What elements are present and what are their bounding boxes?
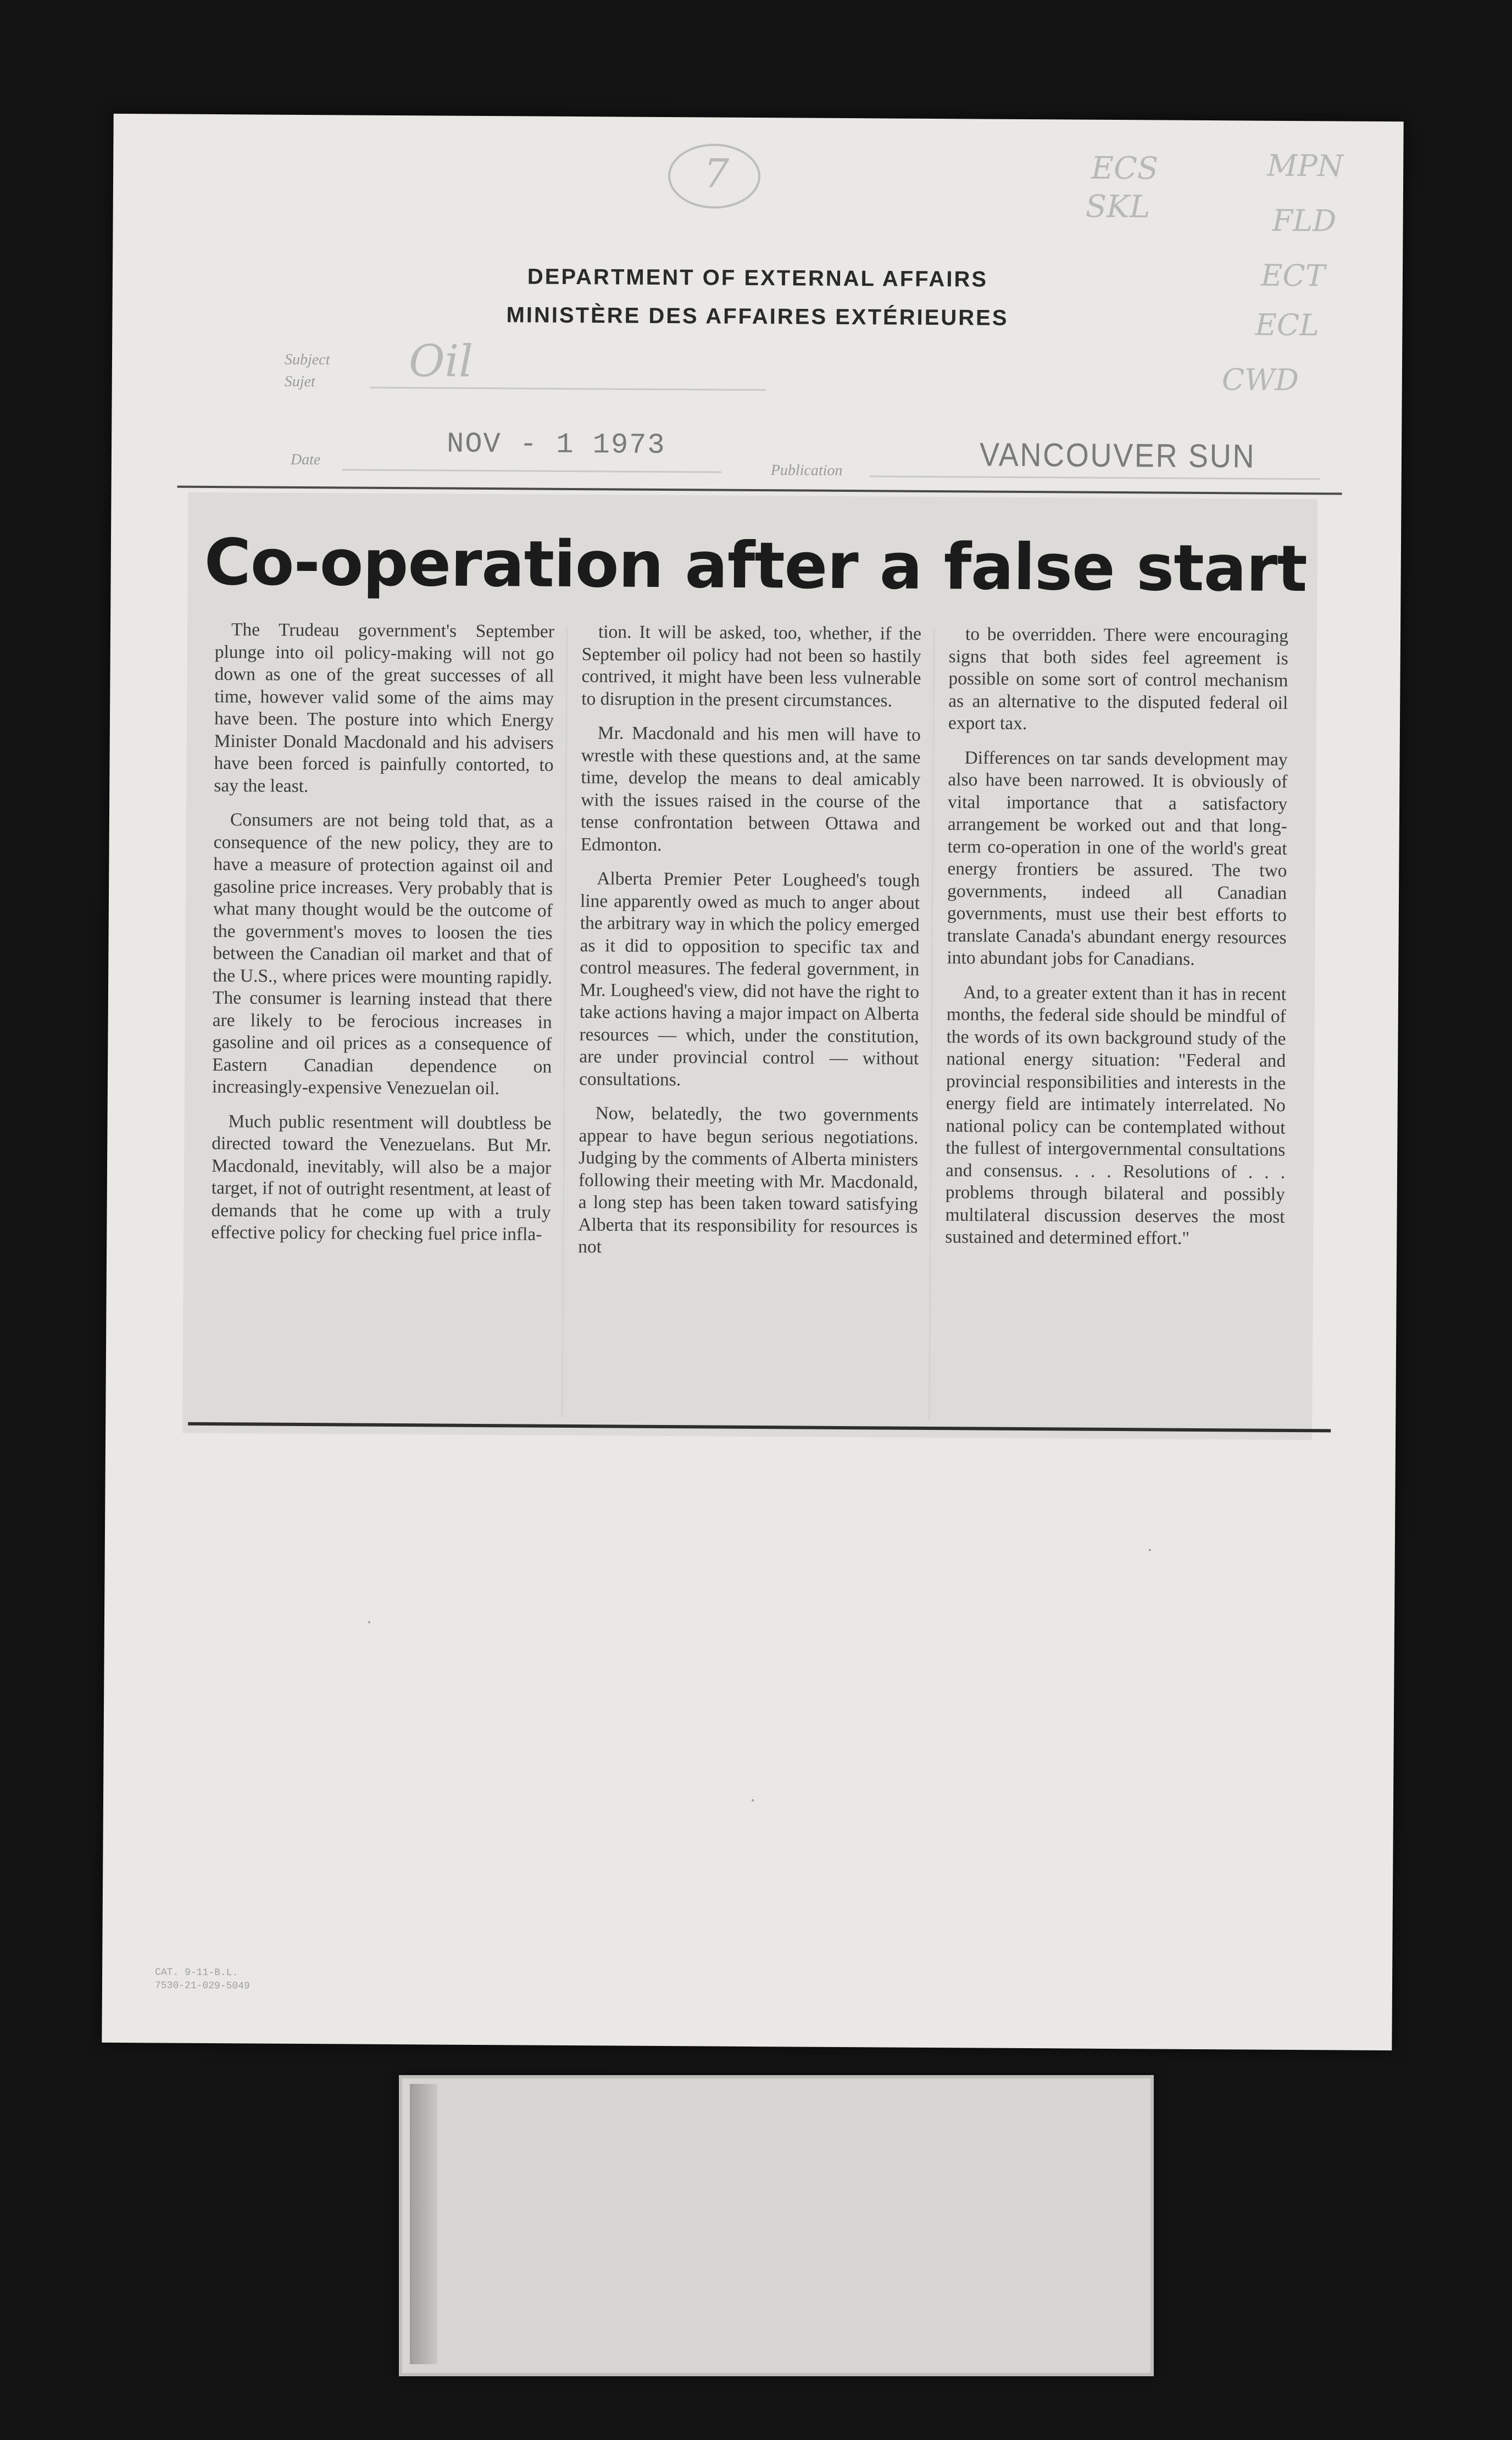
department-name-fr: MINISTÈRE DES AFFAIRES EXTÉRIEURES (506, 303, 1009, 330)
article-column-3 (945, 623, 1288, 1262)
department-name-en: DEPARTMENT OF EXTERNAL AFFAIRS (527, 264, 988, 292)
paragraph: to be overridden. There were encouraging signs that both sides feel agreement is possible on some sort of control mechanism as an alternative to the disputed federal oil export tax. (948, 624, 1289, 734)
routing-initial: ECT (1260, 258, 1325, 293)
article-column-2 (578, 621, 921, 1272)
subject-label-fr: Sujet (284, 373, 315, 391)
article-headline: Co-operation after a false start (204, 525, 1308, 607)
subject-label-en: Subject (284, 351, 330, 369)
paragraph: Consumers are not being told that, as a consequence of the new policy, they are to have a measure of protection against oil and gasoline price increases. Very probably that is what many thought would be the outcome of the government's moves to loosen the ties between the Canadian oil market and that of the U.S., where prices were mounting rapidly. The consumer is learning instead that there are likely to be ferocious increases in gasoline and oil prices as a consequence of Eastern Canadian dependence on increasingly-expensive Venezuelan oil. (212, 809, 554, 1099)
routing-initial: CWD (1221, 362, 1299, 398)
catalogue-line: CAT. 9-11-B.L. (155, 1967, 238, 1979)
routing-initial: ECS (1091, 150, 1159, 187)
index-card-edge (410, 2084, 437, 2364)
article-column-1 (211, 619, 554, 1258)
date-line (342, 469, 721, 473)
catalogue-number (155, 1966, 250, 1993)
index-card (399, 2075, 1154, 2376)
routing-initial: FLD (1272, 203, 1337, 239)
publication-stamp: VANCOUVER SUN (979, 436, 1256, 475)
dust-speck (368, 1621, 370, 1623)
newspaper-clipping (182, 492, 1318, 1440)
subject-line (370, 387, 766, 391)
clipping-sheet (102, 114, 1403, 2050)
date-stamp: NOV - 1 1973 (446, 428, 666, 462)
column-divider (929, 629, 935, 1420)
paragraph: Much public resentment will doubtless be directed toward the Venezuelans. But Mr. Macdonald, inevitably, will also be a major target, if not of outright resentment, at least of demands that he come up with a truly effective policy for checking fuel price infla- (211, 1111, 552, 1245)
circled-number: 7 (703, 150, 730, 197)
dust-speck (752, 1799, 754, 1801)
column-divider (562, 626, 568, 1418)
catalogue-line: 7530-21-029-5049 (154, 1980, 250, 1992)
paragraph: The Trudeau government's September plunge into oil policy-making will not go down as one of the great successes of all time, however valid some of the aims may have been. The posture into which Energy Minister Donald Macdonald and his advisers have been forced is painfully contorted, to say the least. (214, 619, 555, 796)
publication-label: Publication (770, 462, 843, 479)
routing-initial: SKL (1085, 188, 1150, 225)
paragraph: Now, belatedly, the two governments appear to have begun serious negotiations. Judging by the comments of Alberta ministers following their meeting with Mr. Macdonald, a long step has been taken toward satisfying Alberta that its responsibility for resources is not (578, 1103, 919, 1257)
subject-value: Oil (408, 335, 474, 387)
date-label: Date (290, 451, 321, 469)
publication-line (870, 475, 1320, 480)
dust-speck (1149, 1549, 1151, 1551)
paragraph: tion. It will be asked, too, whether, if the September oil policy had not been so hastily contrived, it might have been less vulnerable to disruption in the present circumstances. (581, 622, 922, 711)
paragraph: Mr. Macdonald and his men will have to wrestle with these questions and, at the same time, develop the means to deal amicably with the issues raised in the course of the tense confrontation between Ottawa and Edmonton. (580, 723, 921, 855)
routing-initial: MPN (1267, 148, 1344, 184)
paragraph: Differences on tar sands development may also have been narrowed. It is obviously of vital importance that a satisfactory arrangement be worked out and that long-term co-operation in one of the world's great energy frontiers be assured. The two governments, indeed all Canadian governments, must use their best efforts to translate Canada's abundant energy resources into abundant jobs for Canadians. (947, 747, 1288, 969)
paragraph: Alberta Premier Peter Lougheed's tough line apparently owed as much to anger about the arbitrary way in which the policy emerged as it did to opposition to specific tax and control measures. The federal government, in Mr. Lougheed's view, did not have the right to take actions having a major impact on Alberta resources — which, under the constitution, are under provincial control — without consultations. (579, 868, 920, 1090)
paragraph: And, to a greater extent than it has in recent months, the federal side should be mindful of the words of its own background study of the national energy situation: "Federal and provincial responsibilities and interests in the energy field are intimately interrelated. No national policy can be contemplated without the fullest of intergovernmental consultations and consensus. . . . Resolutions of . . . problems through bilateral and possibly multilateral discussion deserves the most sustained and determined effort." (945, 981, 1287, 1249)
routing-initial: ECL (1255, 307, 1320, 343)
